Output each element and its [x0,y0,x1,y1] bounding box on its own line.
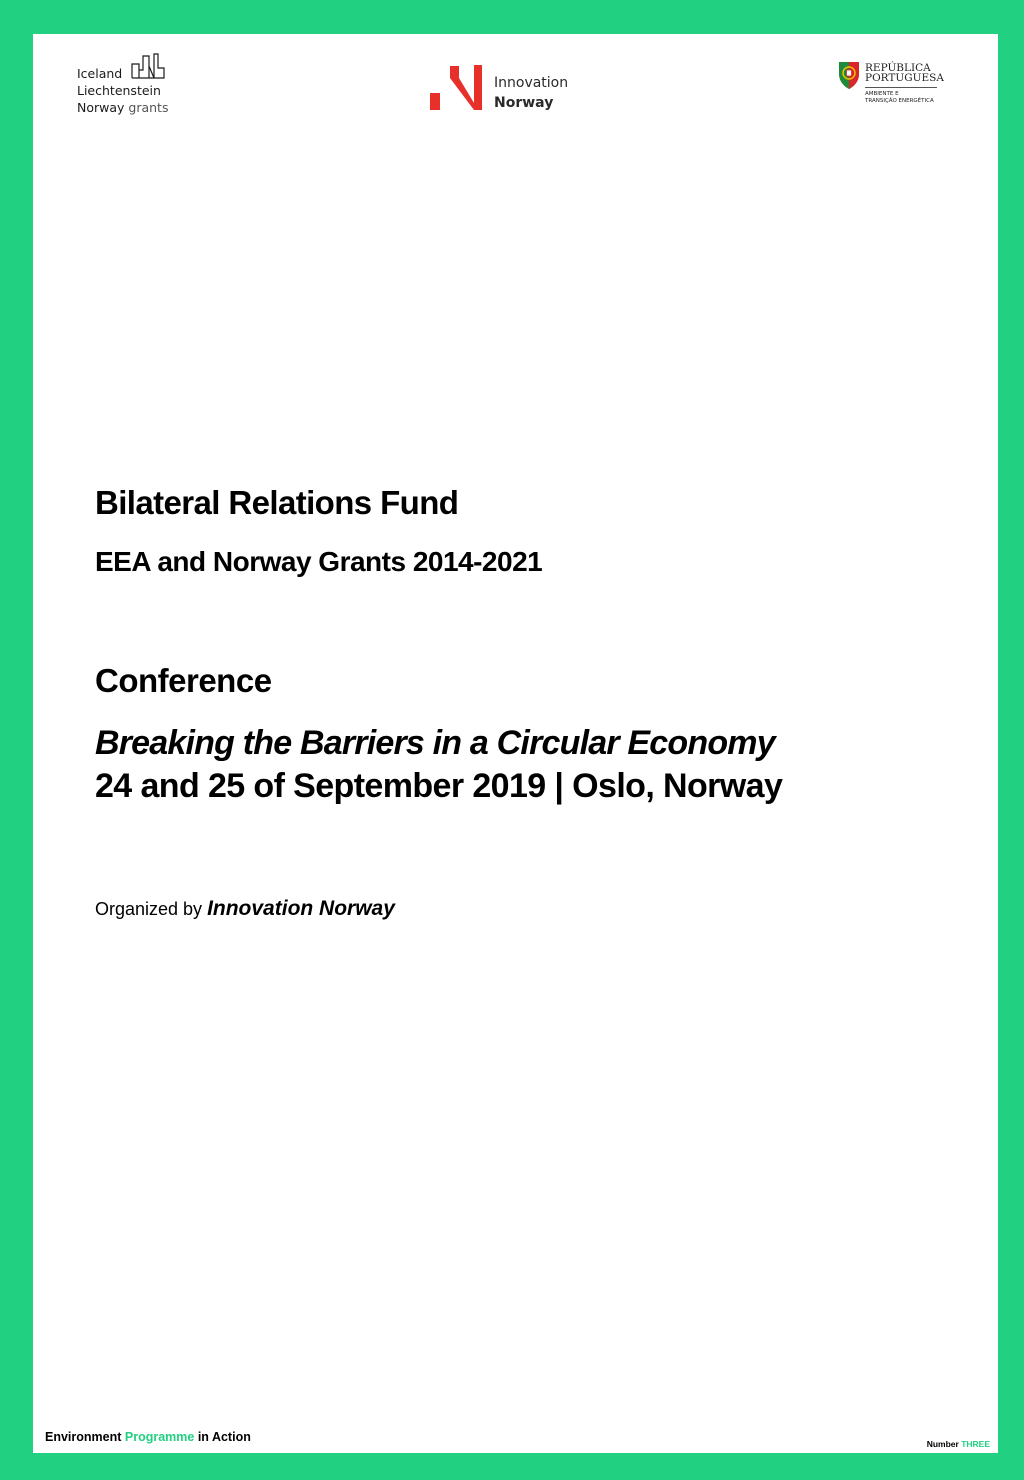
innovation-norway-mark-icon [430,63,484,113]
footer-programme: Programme [124,1430,195,1444]
document-page [33,34,998,1453]
grants-subtitle: EEA and Norway Grants 2014-2021 [95,546,543,577]
republica-logo-line1: REPÚBLICA [865,62,931,74]
footer-number-label: Number [926,1439,962,1449]
conference-label: Conference [95,662,272,699]
eea-logo-line-norway-grants [77,100,168,116]
fund-title: Bilateral Relations Fund [95,484,459,521]
republica-portuguesa-logo [837,60,957,110]
innovation-norway-logo-line1: Innovation [494,75,569,91]
republica-logo-line4: TRANSIÇÃO ENERGÉTICA [865,98,934,104]
conference-date-location: 24 and 25 of September 2019 | Oslo, Norway [95,767,783,805]
innovation-norway-logo [430,63,580,115]
eea-logo-line-liechtenstein: Liechtenstein [77,83,161,98]
eea-logo-line-iceland: Iceland [77,66,123,81]
republica-logo-line2: PORTUGUESA [865,72,944,84]
eea-logo-grants: grants [128,100,169,115]
republica-logo-divider [865,87,937,88]
eea-grants-logo [77,52,177,116]
eea-logo-norway: Norway [77,100,125,115]
eea-grants-mark-icon [130,52,166,80]
conference-title: Breaking the Barriers in a Circular Economy [95,724,775,762]
portuguese-coat-of-arms-icon [837,60,861,90]
republica-logo-line3: AMBIENTE E [865,91,899,97]
organized-by-line [95,897,395,921]
organizer-name: Innovation Norway [207,897,395,920]
footer-issue-number [927,1439,990,1449]
footer-number-value: THREE [961,1439,990,1449]
innovation-norway-logo-line2: Norway [494,95,554,111]
footer-series-title [45,1430,251,1444]
footer-environment: Environment [45,1430,125,1444]
footer-in-action: in Action [194,1430,251,1444]
organized-by-prefix: Organized by [95,899,208,919]
